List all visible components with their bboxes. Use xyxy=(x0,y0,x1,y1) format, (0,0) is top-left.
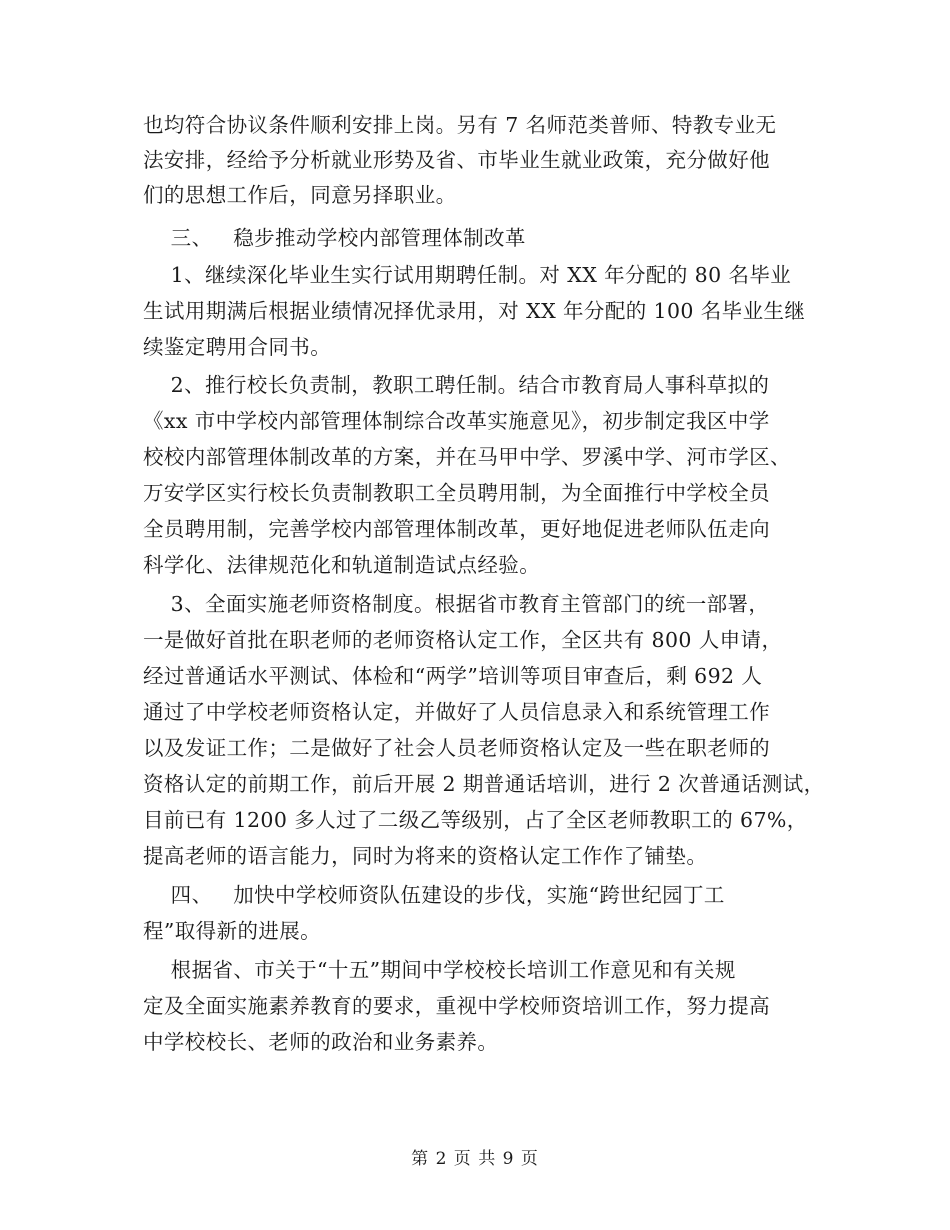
text-line: 3、全面实施老师资格制度。根据省市教育主管部门的统一部署， xyxy=(143,592,770,616)
text-line: 们的思想工作后，同意另择职业。 xyxy=(143,183,457,207)
section-heading: 三、 稳步推动学校内部管理体制改革 xyxy=(143,226,526,250)
text-line: 科学化、法律规范化和轨道制造试点经验。 xyxy=(143,553,541,577)
text-line: 通过了中学校老师资格认定，并做好了人员信息录入和系统管理工作 xyxy=(143,700,770,724)
text-line: 经过普通话水平测试、体检和“两学”培训等项目审查后，剩 692 人 xyxy=(143,664,763,688)
text-line: 定及全面实施素养教育的要求，重视中学校师资培训工作，努力提高 xyxy=(143,994,770,1018)
text-line: 以及发证工作；二是做好了社会人员老师资格认定及一些在职老师的 xyxy=(143,736,770,760)
text-line: 也均符合协议条件顺利安排上岗。另有 7 名师范类普师、特教专业无 xyxy=(143,113,777,137)
text-line: 资格认定的前期工作，前后开展 2 期普通话培训，进行 2 次普通话测试， xyxy=(143,772,825,796)
text-line: 中学校校长、老师的政治和业务素养。 xyxy=(143,1030,499,1054)
text-line: 提高老师的语言能力，同时为将来的资格认定工作作了铺垫。 xyxy=(143,844,708,868)
text-line: 一是做好首批在职老师的老师资格认定工作，全区共有 800 人申请， xyxy=(143,628,783,652)
text-line: 万安学区实行校长负责制教职工全员聘用制，为全面推行中学校全员 xyxy=(143,481,770,505)
text-line: 法安排，经给予分析就业形势及省、市毕业生就业政策，充分做好他 xyxy=(143,148,770,172)
text-line: 校校内部管理体制改革的方案，并在马甲中学、罗溪中学、河市学区、 xyxy=(143,445,791,469)
text-line: 目前已有 1200 多人过了二级乙等级别，占了全区老师教职工的 67%， xyxy=(143,808,808,832)
text-line: 续鉴定聘用合同书。 xyxy=(143,335,332,359)
text-line: 《xx 市中学校内部管理体制综合改革实施意见》，初步制定我区中学 xyxy=(143,409,770,433)
page-number-footer: 第 2 页 共 9 页 xyxy=(411,1149,539,1169)
text-line: 根据省、市关于“十五”期间中学校校长培训工作意见和有关规 xyxy=(143,958,736,982)
text-line: 生试用期满后根据业绩情况择优录用，对 XX 年分配的 100 名毕业生继 xyxy=(143,299,806,323)
text-line: 2、推行校长负责制，教职工聘任制。结合市教育局人事科草拟的 xyxy=(143,373,770,397)
text-line: 1、继续深化毕业生实行试用期聘任制。对 XX 年分配的 80 名毕业 xyxy=(143,263,792,287)
section-heading: 程”取得新的进展。 xyxy=(143,919,322,943)
text-line: 全员聘用制，完善学校内部管理体制改革，更好地促进老师队伍走向 xyxy=(143,517,770,541)
section-heading: 四、 加快中学校师资队伍建设的步伐，实施“跨世纪园丁工 xyxy=(143,883,725,907)
